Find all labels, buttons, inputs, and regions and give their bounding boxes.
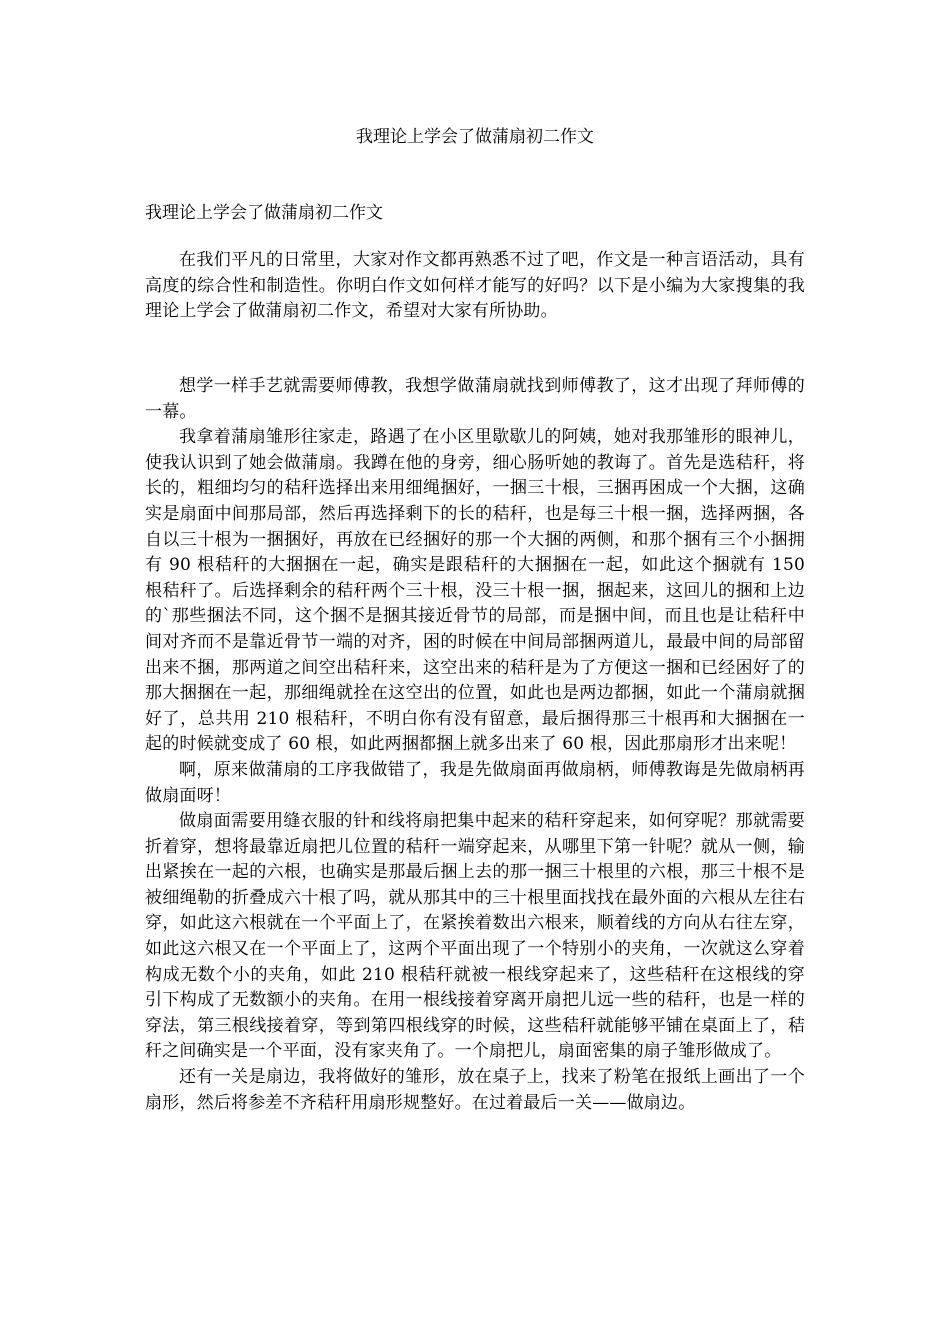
intro-section bbox=[145, 248, 805, 325]
intro-paragraph: 在我们平凡的日常里，大家对作文都再熟悉不过了吧，作文是一种言语活动，具有高度的综合性和制造性。你明白作文如何样才能写的好吗？以下是小编为大家搜集的我理论上学会了做蒲扇初二作文，希望对大家有所协助。 bbox=[145, 250, 805, 322]
document-subtitle: 我理论上学会了做蒲扇初二作文 bbox=[145, 203, 383, 223]
body-paragraph: 我拿着蒲扇雏形往家走，路遇了在小区里歇歇儿的阿姨，她对我那雏形的眼神儿，使我认识到了她会做蒲扇。我蹲在他的身旁，细心肠听她的教诲了。首先是选秸秆，将长的，粗细均匀的秸秆选择出来用细绳捆好，一捆三十根，三捆再困成一个大捆，这确实是扇面中间那局部，然后再选择剩下的长的秸秆，也是每三十根一捆，选择两捆，各自以三十根为一捆捆好，再放在已经捆好的那一个大捆的两侧，和那个捆有三个小捆拥有 90 根秸秆的大捆捆在一起，确实是跟秸秆的大捆捆在一起，如此这个捆就有 150 根秸秆了。后选择剩余的秸秆两个三十根，没三十根一捆，捆起来，这回儿的捆和上边的`那些捆法不同，这个捆不是捆其接近骨节的局部，而是捆中间，而且也是让秸秆中间对齐而不是靠近骨节一端的对齐，困的时候在中间局部捆两道儿，最最中间的局部留出来不捆，那两道之间空出秸秆来，这空出来的秸秆是为了方便这一捆和已经困好了的那大捆捆在一起，那细绳就拴在这空出的位置，如此也是两边都捆，如此一个蒲扇就捆好了，总共用 210 根秸秆，不明白你有没有留意，最后捆得那三十根再和大捆捆在一起的时候就变成了 60 根，如此两捆都捆上就多出来了 60 根，因此那扇形才出来呢！ bbox=[145, 427, 805, 755]
body-paragraph: 还有一关是扇边，我将做好的雏形，放在桌子上，找来了粉笔在报纸上画出了一个扇形，然后将参差不齐秸秆用扇形规整好。在过着最后一关——做扇边。 bbox=[145, 1067, 805, 1113]
body-paragraph: 啊，原来做蒲扇的工序我做错了，我是先做扇面再做扇柄，师傅教诲是先做扇柄再做扇面呀！ bbox=[145, 759, 805, 806]
article-body bbox=[145, 374, 805, 1116]
body-paragraph: 做扇面需要用缝衣服的针和线将扇把集中起来的秸秆穿起来，如何穿呢？那就需要折着穿，想将最靠近扇把儿位置的秸秆一端穿起来，从哪里下第一针呢？就从一侧，输出紧挨在一起的六根，也确实是那最后捆上去的那一捆三十根里的六根，那三十根不是被细绳勒的折叠成六十根了吗，就从那其中的三十根里面找找在最外面的六根从左往右穿，如此这六根就在一个平面上了，在紧挨着数出六根来，顺着线的方向从右往左穿，如此这六根又在一个平面上了，这两个平面出现了一个特别小的夹角，一次就这么穿着构成无数个小的夹角，如此 210 根秸秆就被一根线穿起来了，这些秸秆在这根线的穿引下构成了无数额小的夹角。在用一根线接着穿离开扇把儿远一些的秸秆，也是一样的穿法，第三根线接着穿，等到第四根线穿的时候，这些秸秆就能够平铺在桌面上了，秸秆之间确实是一个平面，没有家夹角了。一个扇把儿，扇面密集的扇子雏形做成了。 bbox=[145, 811, 805, 1062]
body-paragraph: 想学一样手艺就需要师傅教，我想学做蒲扇就找到师傅教了，这才出现了拜师傅的一幕。 bbox=[145, 376, 805, 422]
document-title: 我理论上学会了做蒲扇初二作文 bbox=[356, 127, 594, 147]
